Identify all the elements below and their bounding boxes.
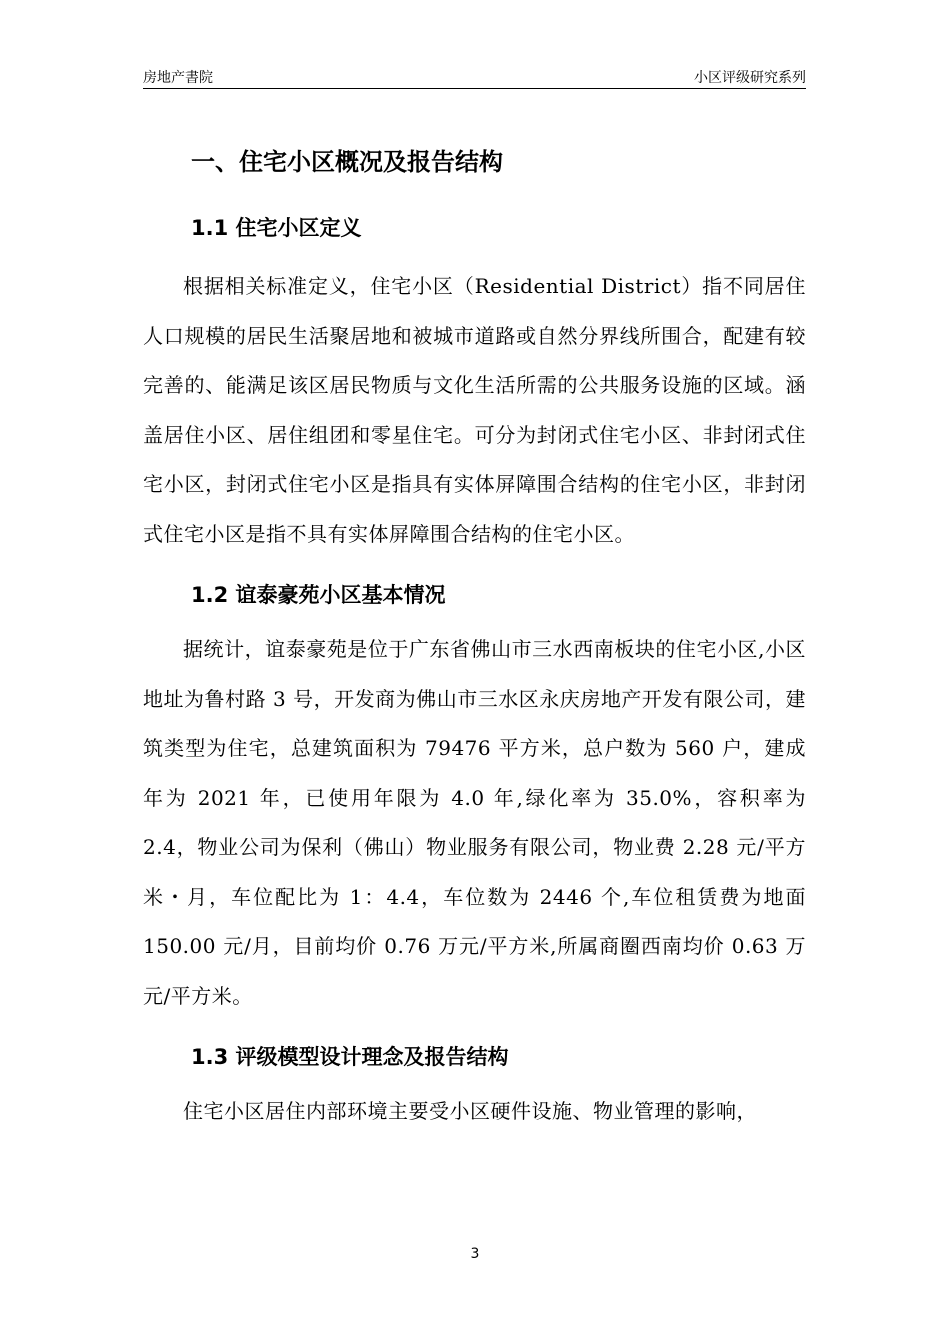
subsection-title-1-2: 1.2 谊泰豪苑小区基本情况 [191, 583, 446, 607]
page-header [143, 68, 806, 88]
header-right-text: 小区评级研究系列 [694, 70, 806, 86]
subsection-title-1-3: 1.3 评级模型设计理念及报告结构 [191, 1045, 509, 1069]
section-title: 一、住宅小区概况及报告结构 [191, 148, 503, 176]
page-body [143, 140, 806, 1137]
page-number: 3 [470, 1246, 480, 1262]
subsection-title-1-1: 1.1 住宅小区定义 [191, 216, 362, 240]
header-left-text: 房地产書院 [143, 70, 213, 86]
paragraph-model-design: 住宅小区居住内部环境主要受小区硬件设施、物业管理的影响， [183, 1099, 757, 1123]
header-divider [143, 88, 806, 89]
paragraph-basic-info: 据统计，谊泰豪苑是位于广东省佛山市三水西南板块的住宅小区,小区地址为鲁村路 3 号，开发商为佛山市三水区永庆房地产开发有限公司，建筑类型为住宅，总建筑面积为 79476 平方米，总户数为 560 户，建成年为 2021 年，已使用年限为 4.0 年,绿化率为 35.0%，容积率为 2.4，物业公司为保利（佛山）物业服务有限公司，物业费 2.28 元/平方米・月，车位配比为 1：4.4，车位数为 2446 个,车位租赁费为地面 150.00 元/月，目前均价 0.76 万元/平方米,所属商圈西南均价 0.63 万元/平方米。 [143, 637, 806, 1008]
paragraph-definition: 根据相关标准定义，住宅小区（Residential District）指不同居住人口规模的居民生活聚居地和被城市道路或自然分界线所围合，配建有较完善的、能满足该区居民物质与文化生活所需的公共服务设施的区域。涵盖居住小区、居住组团和零星住宅。可分为封闭式住宅小区、非封闭式住宅小区，封闭式住宅小区是指具有实体屏障围合结构的住宅小区，非封闭式住宅小区是指不具有实体屏障围合结构的住宅小区。 [143, 274, 806, 546]
